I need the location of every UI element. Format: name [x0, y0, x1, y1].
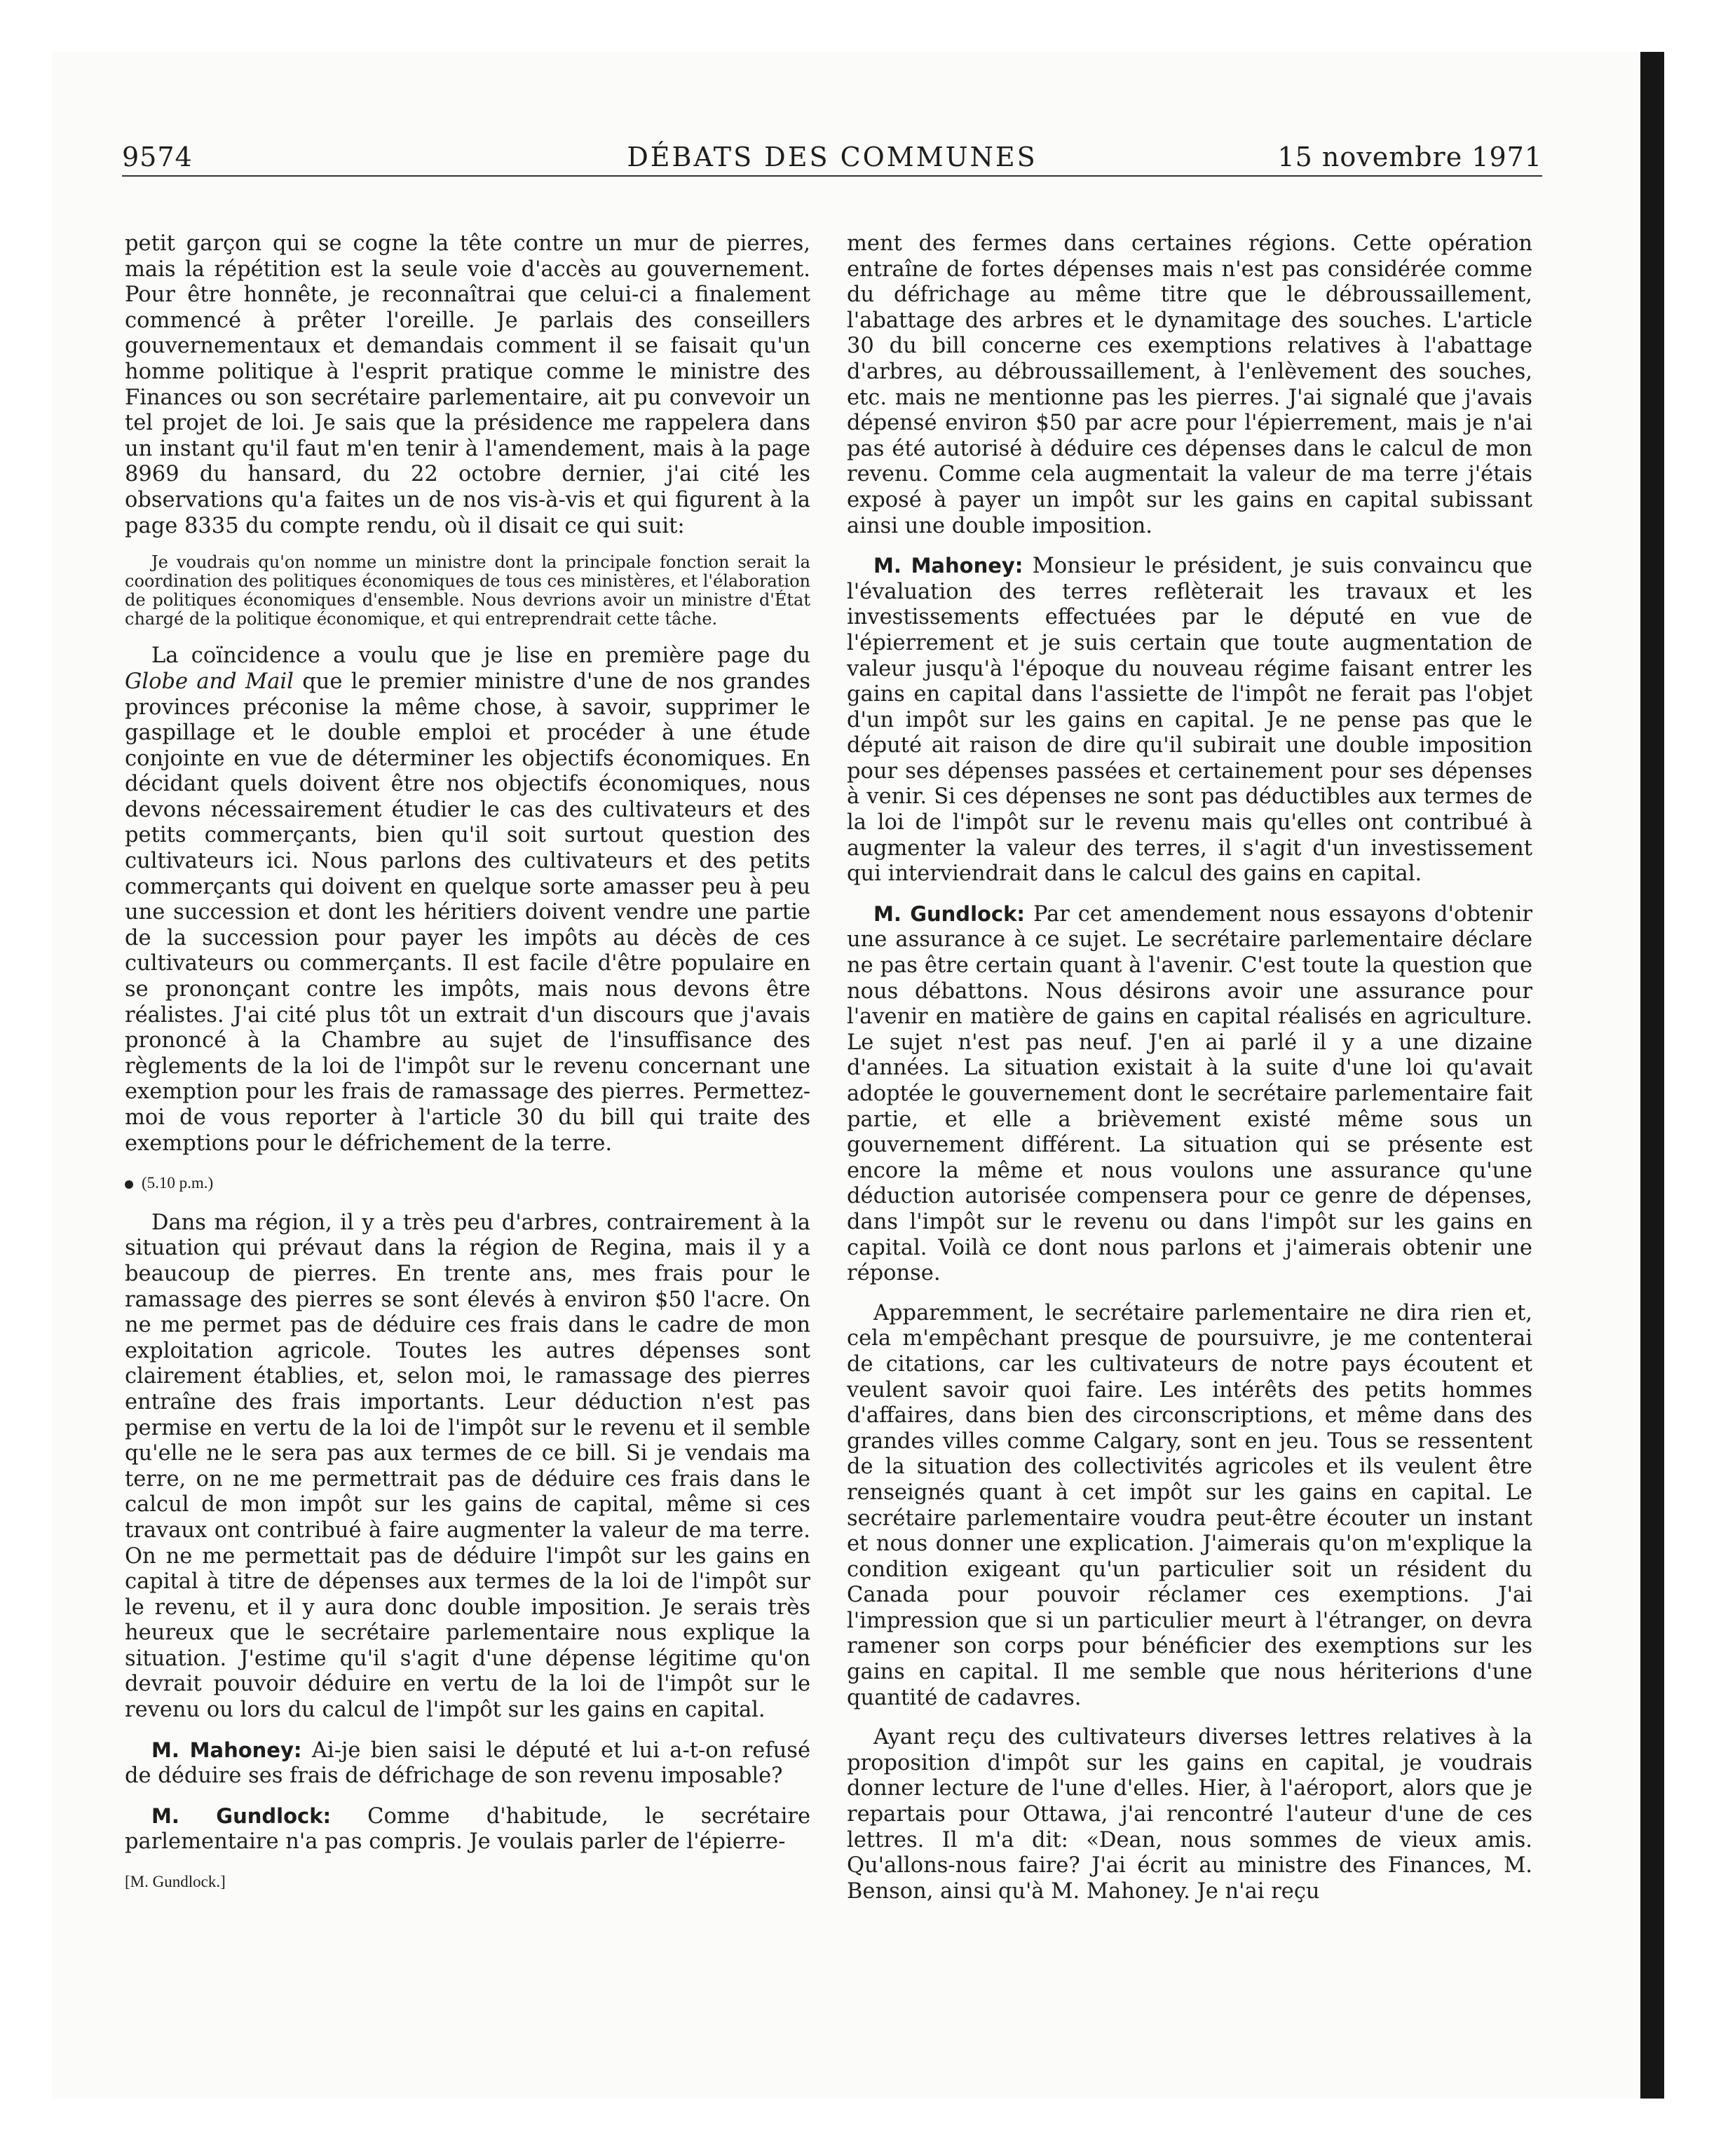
page-date: 15 novembre 1971 — [1277, 142, 1542, 172]
speaker-name: M. Gundlock: — [151, 1803, 332, 1828]
speech-paragraph — [125, 1738, 810, 1789]
bullet-icon — [125, 1180, 133, 1189]
text-run: La coïncidence a voulu que je lise en première page du — [151, 643, 810, 669]
right-column — [847, 231, 1532, 1918]
paragraph: Ayant reçu des cultivateurs diverses lettres relatives à la proposition d'impôt sur les gains en capital, je voudrais donner lecture de l'une d'elles. Hier, à l'aéroport, alors que je repartais pour Ottawa, j'ai rencontré l'auteur d'une de ces lettres. Il m'a dit: «Dean, nous sommes de vieux amis. Qu'allons-nous faire? J'ai écrit au ministre des Finances, M. Benson, ainsi qu'à M. Mahoney. Je n'ai reçu — [847, 1725, 1532, 1904]
speaker-name: M. Mahoney: — [151, 1738, 302, 1762]
speech-text: Ai-je bien saisi le député et lui a-t-on refusé de déduire ses frais de défrichage de son revenu imposable? — [125, 1738, 810, 1789]
footer-note: [M. Gundlock.] — [125, 1873, 226, 1891]
speaker-name: M. Mahoney: — [873, 554, 1023, 578]
timestamp — [125, 1171, 810, 1196]
page-header — [122, 139, 1542, 177]
block-quote: Je voudrais qu'on nomme un ministre dont la principale fonction serait la coordination des politiques économiques de tous ces ministères, et l'élaboration de politiques économiques d'ensemble. Nous devrions avoir un ministre d'État chargé de la politique économique, et qui entreprendrait cette tâche. — [125, 552, 810, 629]
timestamp-text: (5.10 p.m.) — [142, 1174, 214, 1192]
publication-title: DÉBATS DES COMMUNES — [627, 142, 1037, 172]
speech-paragraph — [125, 1803, 810, 1855]
page-number: 9574 — [122, 142, 193, 172]
speaker-name: M. Gundlock: — [873, 901, 1026, 926]
paragraph — [125, 643, 810, 1157]
paragraph: Dans ma région, il y a très peu d'arbres, contrairement à la situation qui prévaut dans la région de Regina, mais il y a beaucoup de pierres. En trente ans, mes frais pour le ramassage des pierres se sont élevés à environ $50 l'acre. On ne me permet pas de déduire ces frais dans le cadre de mon exploitation agricole. Toutes les autres dépenses sont clairement établies, et, selon moi, le ramassage des pierres entraîne des frais importants. Leur déduction n'est pas permise en vertu de la loi de l'impôt sur le revenu et il semble qu'elle ne le sera pas aux termes de ce bill. Si je vendais ma terre, on ne me permettrait pas de déduire ces frais dans le calcul de mon impôt sur les gains de capital, même si ces travaux ont contribué à faire augmenter la valeur de ma terre. On ne me permettait pas de déduire l'impôt sur les gains en capital à titre de dépenses aux termes de la loi de l'impôt sur le revenu, et il y aura donc double imposition. Je serais très heureux que le secrétaire parlementaire nous explique la situation. J'estime qu'il s'agit d'une dépense légitime qu'on devrait pouvoir déduire en vertu de la loi de l'impôt sur le revenu ou lors du calcul de l'impôt sur les gains en capital. — [125, 1210, 810, 1723]
speech-text: Monsieur le président, je suis convaincu que l'évaluation des terres reflèterait les travaux et les investissements effectuées par le député en vue de l'épierrement et je suis certain que toute augmentation de valeur jusqu'à l'époque du nouveau régime faisant entrer les gains en capital dans l'assiette de l'impôt ne ferait pas l'objet d'un impôt sur les gains en capital. Je ne pense pas que le député ait raison de dire qu'il subirait une double imposition pour ses dépenses passées et certainement pour ses dépenses à venir. Si ces dépenses ne sont pas déductibles aux termes de la loi de l'impôt sur le revenu mais qu'elles ont contribué à augmenter la valeur des terres, il s'agit d'un investissement qui interviendrait dans le calcul des gains en capital. — [847, 554, 1532, 887]
speech-text: Par cet amendement nous essayons d'obtenir une assurance à ce sujet. Le secrétaire parlementaire déclare ne pas être certain quant à l'avenir. C'est toute la question que nous débattons. Nous désirons avoir une assurance pour l'avenir en matière de gains en capital réalisés en agriculture. Le sujet n'est pas neuf. J'en ai parlé il y a une dizaine d'années. La situation existait à la suite d'une loi qu'avait adoptée le gouvernement dont le secrétaire parlementaire fait partie, et elle a brièvement existé même sous un gouvernement différent. La situation qui se présente est encore la même et nous voulons une assurance qu'une déduction autorisée compensera pour ce genre de dépenses, dans l'impôt sur le revenu ou dans l'impôt sur les gains en capital. Voilà ce dont nous parlons et j'aimerais obtenir une réponse. — [847, 901, 1533, 1286]
scan-edge — [1640, 52, 1664, 2099]
speech-paragraph — [847, 553, 1532, 887]
speech-paragraph — [847, 901, 1532, 1287]
left-column — [125, 231, 810, 1895]
speech-text: Comme d'habitude, le secrétaire parlementaire n'a pas compris. Je voulais parler de l'épierre- — [125, 1803, 810, 1855]
paragraph: Apparemment, le secrétaire parlementaire ne dira rien et, cela m'empêchant presque de poursuivre, je me contenterai de citations, car les cultivateurs de notre pays écoutent et veulent savoir quoi faire. Les intérêts des petits hommes d'affaires, dans bien des circonscriptions, et même dans des grandes villes comme Calgary, sont en jeu. Tous se ressentent de la situation des collectivités agricoles et ils veulent être renseignés quant à cet impôt sur les gains en capital. Le secrétaire parlementaire voudra peut-être écouter un instant et nous donner une explication. J'aimerais qu'on m'explique la condition exigeant qu'un particulier soit un résident du Canada pour pouvoir réclamer ces exemptions. J'ai l'impression que si un particulier meurt à l'étranger, on devra ramener son corps pour bénéficier des exemptions sur les gains en capital. Il me semble que nous hériterions d'une quantité de cadavres. — [847, 1300, 1532, 1710]
newspaper-title: Globe and Mail — [125, 669, 294, 694]
paragraph: petit garçon qui se cogne la tête contre un mur de pierres, mais la répétition est la seule voie d'accès au gouvernement. Pour être honnête, je reconnaîtrai que celui-ci a finalement commencé à prêter l'oreille. Je parlais des conseillers gouvernementaux et demandais comment il se faisait qu'un homme politique à l'esprit pratique comme le ministre des Finances ou son secrétaire parlementaire, ait pu convevoir un tel projet de loi. Je sais que la présidence me rappelera dans un instant qu'il faut m'en tenir à l'amendement, mais à la page 8969 du hansard, du 22 octobre dernier, j'ai cité les observations qu'a faites un de nos vis-à-vis et qui figurent à la page 8335 du compte rendu, où il disait ce qui suit: — [125, 231, 810, 538]
text-run: que le premier ministre d'une de nos grandes provinces préconise la même chose, à savoir, supprimer le gaspillage et le double emploi et procéder à une étude conjointe en vue de déterminer les objectifs économiques. En décidant quels doivent être nos objectifs économiques, nous devons nécessairement étudier le cas des cultivateurs et des petits commerçants, bien qu'il soit surtout question des cultivateurs ici. Nous parlons des cultivateurs et des petits commerçants qui doivent en quelque sorte amasser peu à peu une succession et dont les héritiers doivent vendre une partie de la succession pour payer les impôts au décès de ces cultivateurs ou commerçants. Il est facile d'être populaire en se prononçant contre les impôts, mais nous devons être réalistes. J'ai cité plus tôt un extrait d'un discours que j'avais prononcé à la Chambre au sujet de l'insuffisance des règlements de la loi de l'impôt sur le revenu concernant une exemption pour les frais de ramassage des pierres. Permettez-moi de vous reporter à l'article 30 du bill qui traite des exemptions pour le défrichement de la terre. — [125, 669, 810, 1156]
paragraph: ment des fermes dans certaines régions. Cette opération entraîne de fortes dépenses mais n'est pas considérée comme du défrichage au même titre que le débroussaillement, l'abattage des arbres et le dynamitage des souches. L'article 30 du bill concerne ces exemptions relatives à l'abattage d'arbres, au débroussaillement, à l'enlèvement des souches, etc. mais ne mentionne pas les pierres. J'ai signalé que j'avais dépensé environ $50 par acre pour l'épierrement, mais je n'ai pas été autorisé à déduire ces dépenses dans le calcul de mon revenu. Comme cela augmentait la valeur de ma terre j'étais exposé à payer un impôt sur les gains en capital subissant ainsi une double imposition. — [847, 231, 1532, 538]
